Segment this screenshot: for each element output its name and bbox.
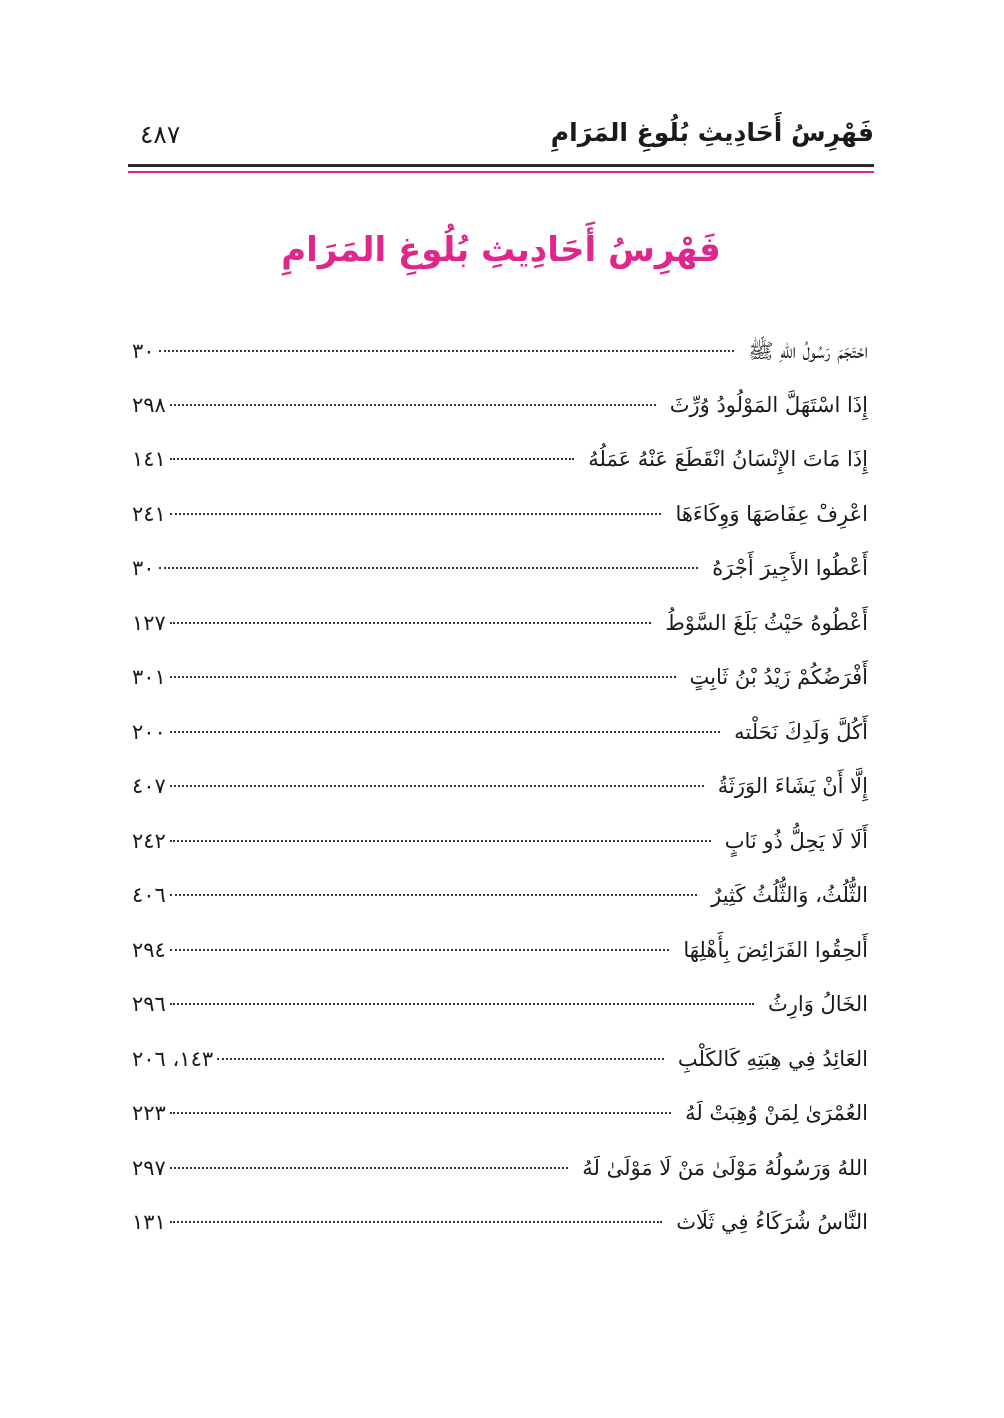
entry-page-number: ٢٤١ <box>132 501 166 526</box>
entry-text: أَعْطُوا الأَجِيرَ أَجْرَهُ <box>712 556 868 580</box>
entry-text: أَفْرَضُكُمْ زَيْدُ بْنُ ثَابِتٍ <box>689 665 868 689</box>
entry-page-number: ١٤١ <box>132 447 166 471</box>
page-heading: فَهْرِسُ أَحَادِيثِ بُلُوغِ المَرَامِ <box>281 230 721 270</box>
entry-page-number: ١٣١ <box>132 1210 166 1234</box>
page-number: ٤٨٧ <box>140 120 181 149</box>
index-entry <box>132 1210 868 1265</box>
entry-text: أَكُلَّ وَلَدِكَ نَحَلْته <box>734 719 868 744</box>
index-entry <box>132 938 868 993</box>
index-entry <box>132 829 868 884</box>
entry-page-number: ٣٠١ <box>132 665 166 689</box>
entry-page-number: ٢٩٧ <box>132 1155 166 1180</box>
entry-text: أَعْطُوهُ حَيْثُ بَلَغَ السَّوْطُ <box>665 610 868 635</box>
dot-leader <box>170 1003 754 1005</box>
entry-text: الخَالُ وَارِثُ <box>767 992 868 1016</box>
dot-leader <box>170 404 656 406</box>
entry-page-number: ١٤٣، ٢٠٦ <box>132 1046 214 1071</box>
entry-page-number: ٢٩٨ <box>132 392 166 417</box>
hadith-index-list <box>132 338 868 1265</box>
dot-leader <box>170 1167 568 1169</box>
dot-leader <box>170 785 704 787</box>
entry-text: أَلَا لَا يَحِلُّ ذُو نَابٍ <box>724 828 868 853</box>
entry-text: أَلحِقُوا الفَرَائِضَ بِأَهْلِهَا <box>683 937 868 962</box>
entry-text: اعْرِفْ عِفَاصَهَا وَوِكَاءَهَا <box>675 501 868 526</box>
entry-page-number: ٤٠٦ <box>132 883 166 907</box>
entry-page-number: ٢٤٢ <box>132 828 166 853</box>
entry-page-number: ٢٢٣ <box>132 1101 166 1125</box>
entry-page-number: ٢٠٠ <box>132 719 166 744</box>
dot-leader <box>170 1221 662 1223</box>
entry-text: اللهُ وَرَسُولُهُ مَوْلَىٰ مَنْ لَا مَوْلَىٰ لَهُ <box>582 1155 868 1180</box>
index-entry <box>132 720 868 775</box>
index-entry <box>132 992 868 1047</box>
dot-leader <box>170 840 711 842</box>
entry-page-number: ٢٩٦ <box>132 992 166 1016</box>
entry-page-number: ٣٠ <box>132 339 155 363</box>
dot-leader <box>170 949 670 951</box>
index-entry <box>132 1156 868 1211</box>
header-title: فَهْرِسُ أَحَادِيثِ بُلُوغِ المَرَامِ <box>550 118 874 147</box>
dot-leader <box>159 350 735 352</box>
index-entry <box>132 611 868 666</box>
dot-leader <box>170 1112 671 1114</box>
dot-leader <box>170 458 574 460</box>
dot-leader <box>170 622 652 624</box>
entry-text: الثُّلُثُ، وَالثُّلُثُ كَثِيرٌ <box>711 883 868 907</box>
entry-page-number: ٣٠ <box>132 556 155 580</box>
entry-text: إِلَّا أَنْ يَشَاءَ الوَرَثَةُ <box>717 774 868 798</box>
index-entry <box>132 1047 868 1102</box>
dot-leader <box>170 894 697 896</box>
dot-leader <box>170 513 662 515</box>
index-entry <box>132 447 868 502</box>
header-rule-accent <box>128 171 874 173</box>
entry-text: احْتَجَمَ رَسُولُ اللهِ ﷺ <box>748 339 868 363</box>
entry-text: إِذَا اسْتَهَلَّ المَوْلُودُ وُرِّثَ <box>669 392 868 417</box>
index-entry <box>132 338 868 393</box>
dot-leader <box>170 731 720 733</box>
entry-text: العَائِدُ فِي هِبَتِهِ كَالكَلْبِ <box>677 1046 868 1071</box>
index-entry <box>132 502 868 557</box>
index-entry <box>132 883 868 938</box>
entry-page-number: ٢٩٤ <box>132 937 166 962</box>
index-entry <box>132 393 868 448</box>
dot-leader <box>159 567 699 569</box>
entry-text: إِذَا مَاتَ الإِنْسَانُ انْقَطَعَ عَنْهُ عَمَلُهُ <box>588 447 868 471</box>
index-entry <box>132 556 868 611</box>
index-entry <box>132 665 868 720</box>
index-entry <box>132 774 868 829</box>
header-rule <box>128 164 874 167</box>
entry-page-number: ٤٠٧ <box>132 774 166 798</box>
index-entry <box>132 1101 868 1156</box>
dot-leader <box>217 1058 664 1060</box>
entry-page-number: ١٢٧ <box>132 610 166 635</box>
entry-text: النَّاسُ شُرَكَاءُ فِي ثَلَاث <box>676 1210 868 1234</box>
entry-text: العُمْرَىٰ لِمَنْ وُهِبَتْ لَهُ <box>685 1101 868 1125</box>
dot-leader <box>170 676 676 678</box>
running-header <box>128 118 874 166</box>
